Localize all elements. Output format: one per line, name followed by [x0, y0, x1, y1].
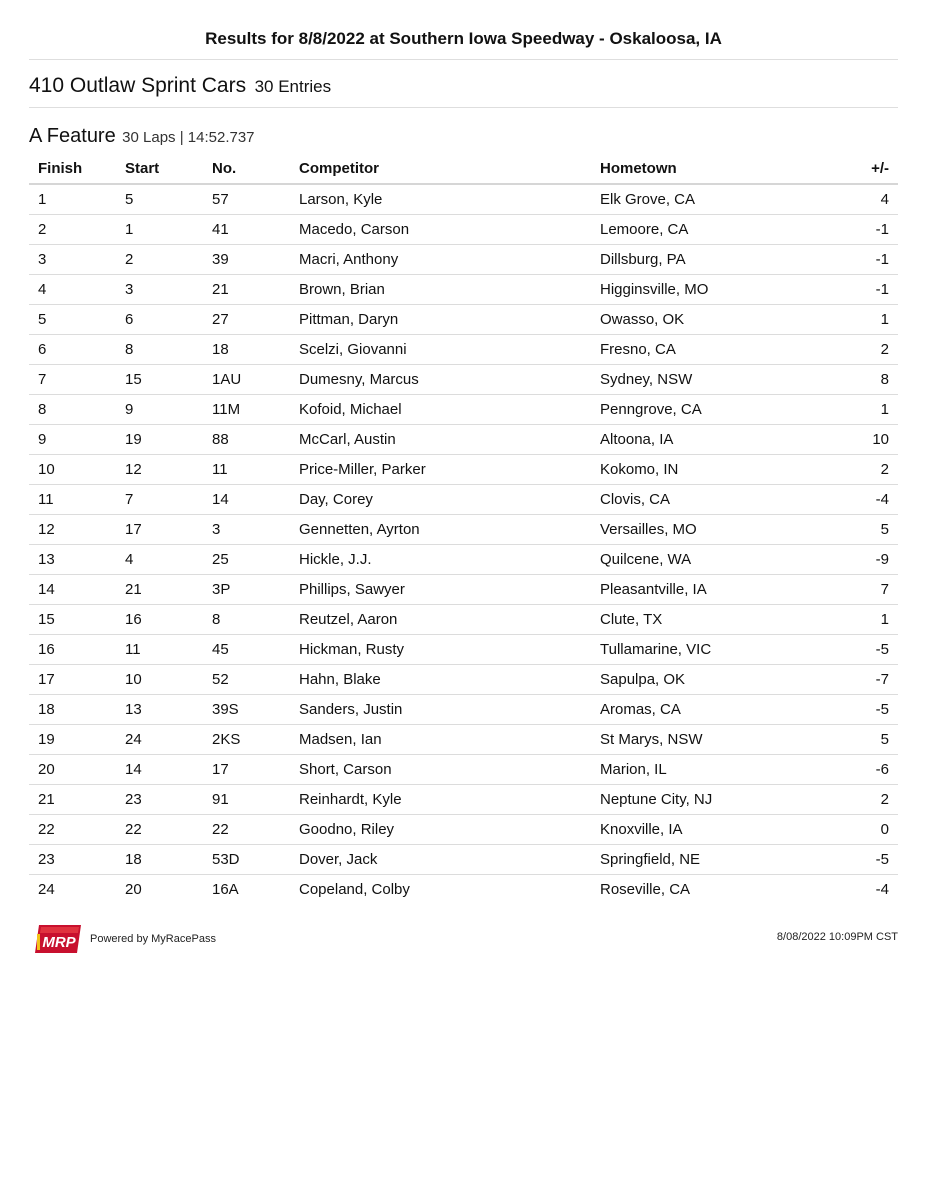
cell-plus-minus: 1	[850, 305, 898, 335]
table-row	[29, 515, 898, 545]
cell-plus-minus: -1	[850, 275, 898, 305]
cell-plus-minus: -5	[850, 845, 898, 875]
table-row	[29, 575, 898, 605]
cell-plus-minus: 8	[850, 365, 898, 395]
header-no: No.	[203, 153, 290, 184]
cell-plus-minus: -5	[850, 695, 898, 725]
header-start: Start	[116, 153, 203, 184]
cell-hometown: Sapulpa, OK	[591, 665, 850, 695]
cell-car-number: 88	[203, 425, 290, 455]
cell-finish: 10	[29, 455, 116, 485]
cell-hometown: Fresno, CA	[591, 335, 850, 365]
table-row	[29, 305, 898, 335]
cell-competitor: Hickle, J.J.	[290, 545, 591, 575]
cell-car-number: 53D	[203, 845, 290, 875]
cell-hometown: Aromas, CA	[591, 695, 850, 725]
table-row	[29, 425, 898, 455]
cell-competitor: Larson, Kyle	[290, 184, 591, 215]
cell-start: 5	[116, 184, 203, 215]
cell-plus-minus: -1	[850, 245, 898, 275]
cell-finish: 5	[29, 305, 116, 335]
header-plus-minus: +/-	[850, 153, 898, 184]
cell-finish: 7	[29, 365, 116, 395]
cell-start: 7	[116, 485, 203, 515]
report-timestamp: 8/08/2022 10:09PM CST	[776, 931, 898, 943]
table-row	[29, 455, 898, 485]
cell-hometown: Clute, TX	[591, 605, 850, 635]
table-row	[29, 275, 898, 305]
cell-hometown: Elk Grove, CA	[591, 184, 850, 215]
cell-car-number: 14	[203, 485, 290, 515]
table-row	[29, 665, 898, 695]
cell-hometown: Marion, IL	[591, 755, 850, 785]
cell-plus-minus: -4	[850, 485, 898, 515]
cell-competitor: Short, Carson	[290, 755, 591, 785]
cell-plus-minus: 2	[850, 785, 898, 815]
cell-hometown: Knoxville, IA	[591, 815, 850, 845]
cell-start: 17	[116, 515, 203, 545]
cell-competitor: Dumesny, Marcus	[290, 365, 591, 395]
table-header-row	[29, 153, 898, 184]
cell-finish: 15	[29, 605, 116, 635]
cell-finish: 16	[29, 635, 116, 665]
cell-plus-minus: -9	[850, 545, 898, 575]
cell-car-number: 18	[203, 335, 290, 365]
table-row	[29, 395, 898, 425]
table-row	[29, 184, 898, 215]
cell-hometown: Clovis, CA	[591, 485, 850, 515]
report-title: Results for 8/8/2022 at Southern Iowa Speedway - Oskaloosa, IA	[205, 29, 722, 48]
cell-competitor: Dover, Jack	[290, 845, 591, 875]
cell-finish: 8	[29, 395, 116, 425]
cell-plus-minus: 7	[850, 575, 898, 605]
cell-car-number: 17	[203, 755, 290, 785]
cell-plus-minus: 2	[850, 335, 898, 365]
cell-start: 19	[116, 425, 203, 455]
cell-car-number: 57	[203, 184, 290, 215]
powered-by-text: Powered by MyRacePass	[90, 933, 216, 945]
cell-car-number: 16A	[212, 881, 239, 898]
cell-car-number: 11	[203, 455, 290, 485]
cell-plus-minus: 0	[850, 815, 898, 845]
cell-start: 22	[116, 815, 203, 845]
class-header	[29, 60, 898, 107]
cell-start: 18	[116, 845, 203, 875]
cell-finish: 18	[29, 695, 116, 725]
cell-finish: 22	[29, 815, 116, 845]
cell-start: 10	[116, 665, 203, 695]
cell-competitor: Brown, Brian	[290, 275, 591, 305]
cell-competitor: McCarl, Austin	[290, 425, 591, 455]
cell-competitor: Phillips, Sawyer	[290, 575, 591, 605]
cell-finish: 12	[29, 515, 116, 545]
cell-competitor: Copeland, Colby	[299, 881, 410, 898]
cell-plus-minus: -4	[875, 881, 889, 898]
cell-start: 24	[116, 725, 203, 755]
cell-competitor: Hickman, Rusty	[290, 635, 591, 665]
cell-plus-minus: -6	[850, 755, 898, 785]
cell-plus-minus: 10	[850, 425, 898, 455]
cell-competitor: Goodno, Riley	[290, 815, 591, 845]
cell-competitor: Scelzi, Giovanni	[290, 335, 591, 365]
cell-car-number: 25	[203, 545, 290, 575]
cell-finish: 2	[29, 215, 116, 245]
logo-text: MRP	[42, 934, 76, 951]
cell-start: 9	[116, 395, 203, 425]
cell-finish: 14	[29, 575, 116, 605]
class-entries: 30 Entries	[254, 77, 332, 96]
cell-car-number: 39S	[203, 695, 290, 725]
cell-finish: 17	[29, 665, 116, 695]
table-row	[29, 845, 898, 875]
cell-competitor: Reinhardt, Kyle	[290, 785, 591, 815]
cell-start: 20	[125, 881, 142, 898]
cell-car-number: 91	[203, 785, 290, 815]
cell-start: 14	[116, 755, 203, 785]
cell-start: 21	[116, 575, 203, 605]
cell-competitor: Sanders, Justin	[290, 695, 591, 725]
table-row	[29, 215, 898, 245]
table-row	[29, 245, 898, 275]
table-row	[29, 365, 898, 395]
cell-car-number: 2KS	[203, 725, 290, 755]
header-competitor: Competitor	[290, 153, 591, 184]
cell-plus-minus: 1	[850, 605, 898, 635]
table-row	[29, 605, 898, 635]
cell-finish: 1	[29, 184, 116, 215]
results-body	[29, 184, 898, 904]
cell-finish: 23	[29, 845, 116, 875]
header-finish: Finish	[29, 153, 116, 184]
cell-hometown: Neptune City, NJ	[591, 785, 850, 815]
cell-hometown: Pleasantville, IA	[591, 575, 850, 605]
cell-start: 2	[116, 245, 203, 275]
cell-hometown: Quilcene, WA	[591, 545, 850, 575]
cell-competitor: Macri, Anthony	[290, 245, 591, 275]
cell-finish: 6	[29, 335, 116, 365]
cell-car-number: 21	[203, 275, 290, 305]
feature-info: 30 Laps | 14:52.737	[122, 129, 255, 146]
cell-plus-minus: -5	[850, 635, 898, 665]
table-row	[29, 755, 898, 785]
cell-finish: 20	[29, 755, 116, 785]
cell-finish: 21	[29, 785, 116, 815]
cell-finish: 13	[29, 545, 116, 575]
cell-start: 11	[116, 635, 203, 665]
class-name: 410 Outlaw Sprint Cars	[29, 74, 247, 97]
cell-plus-minus: -1	[850, 215, 898, 245]
cell-car-number: 41	[203, 215, 290, 245]
cell-finish: 19	[29, 725, 116, 755]
table-row	[29, 725, 898, 755]
cell-start: 16	[116, 605, 203, 635]
cell-hometown: Higginsville, MO	[591, 275, 850, 305]
cell-start: 1	[116, 215, 203, 245]
cell-start: 6	[116, 305, 203, 335]
cell-hometown: Penngrove, CA	[591, 395, 850, 425]
cell-start: 8	[116, 335, 203, 365]
cell-car-number: 52	[203, 665, 290, 695]
cell-hometown: Roseville, CA	[600, 881, 691, 898]
cell-car-number: 45	[203, 635, 290, 665]
cell-plus-minus: 4	[850, 184, 898, 215]
cell-hometown: Lemoore, CA	[591, 215, 850, 245]
cell-competitor: Gennetten, Ayrton	[290, 515, 591, 545]
table-row	[29, 785, 898, 815]
table-row	[29, 875, 898, 905]
cell-car-number: 1AU	[203, 365, 290, 395]
cell-car-number: 8	[203, 605, 290, 635]
class-divider	[29, 107, 898, 108]
cell-car-number: 3	[203, 515, 290, 545]
cell-car-number: 39	[203, 245, 290, 275]
feature-header	[29, 124, 898, 148]
footer	[29, 923, 898, 957]
cell-plus-minus: 2	[850, 455, 898, 485]
cell-hometown: St Marys, NSW	[591, 725, 850, 755]
cell-car-number: 3P	[203, 575, 290, 605]
cell-hometown: Sydney, NSW	[591, 365, 850, 395]
cell-start: 23	[116, 785, 203, 815]
cell-competitor: Day, Corey	[290, 485, 591, 515]
cell-competitor: Madsen, Ian	[290, 725, 591, 755]
cell-start: 3	[116, 275, 203, 305]
table-row	[29, 545, 898, 575]
cell-plus-minus: 1	[850, 395, 898, 425]
table-row	[29, 815, 898, 845]
cell-plus-minus: 5	[850, 725, 898, 755]
cell-start: 4	[116, 545, 203, 575]
cell-hometown: Dillsburg, PA	[591, 245, 850, 275]
cell-car-number: 11M	[203, 395, 290, 425]
results-page	[29, 0, 898, 957]
cell-competitor: Macedo, Carson	[290, 215, 591, 245]
cell-car-number: 27	[203, 305, 290, 335]
cell-finish: 3	[29, 245, 116, 275]
cell-hometown: Tullamarine, VIC	[591, 635, 850, 665]
cell-competitor: Kofoid, Michael	[290, 395, 591, 425]
cell-hometown: Versailles, MO	[591, 515, 850, 545]
cell-start: 13	[116, 695, 203, 725]
header-hometown: Hometown	[591, 153, 850, 184]
cell-car-number: 22	[203, 815, 290, 845]
myracepass-logo	[33, 923, 81, 955]
results-table	[29, 153, 898, 904]
table-row	[29, 695, 898, 725]
feature-name: A Feature	[29, 125, 116, 147]
table-row	[29, 635, 898, 665]
cell-competitor: Hahn, Blake	[290, 665, 591, 695]
cell-competitor: Reutzel, Aaron	[290, 605, 591, 635]
cell-finish: 11	[29, 485, 116, 515]
cell-start: 15	[116, 365, 203, 395]
cell-finish: 24	[38, 881, 55, 898]
cell-start: 12	[116, 455, 203, 485]
cell-finish: 9	[29, 425, 116, 455]
table-row	[29, 335, 898, 365]
cell-competitor: Price-Miller, Parker	[290, 455, 591, 485]
cell-hometown: Kokomo, IN	[591, 455, 850, 485]
cell-plus-minus: 5	[850, 515, 898, 545]
cell-competitor: Pittman, Daryn	[290, 305, 591, 335]
cell-hometown: Owasso, OK	[591, 305, 850, 335]
cell-hometown: Springfield, NE	[591, 845, 850, 875]
cell-plus-minus: -7	[850, 665, 898, 695]
cell-finish: 4	[29, 275, 116, 305]
table-row	[29, 485, 898, 515]
cell-hometown: Altoona, IA	[591, 425, 850, 455]
